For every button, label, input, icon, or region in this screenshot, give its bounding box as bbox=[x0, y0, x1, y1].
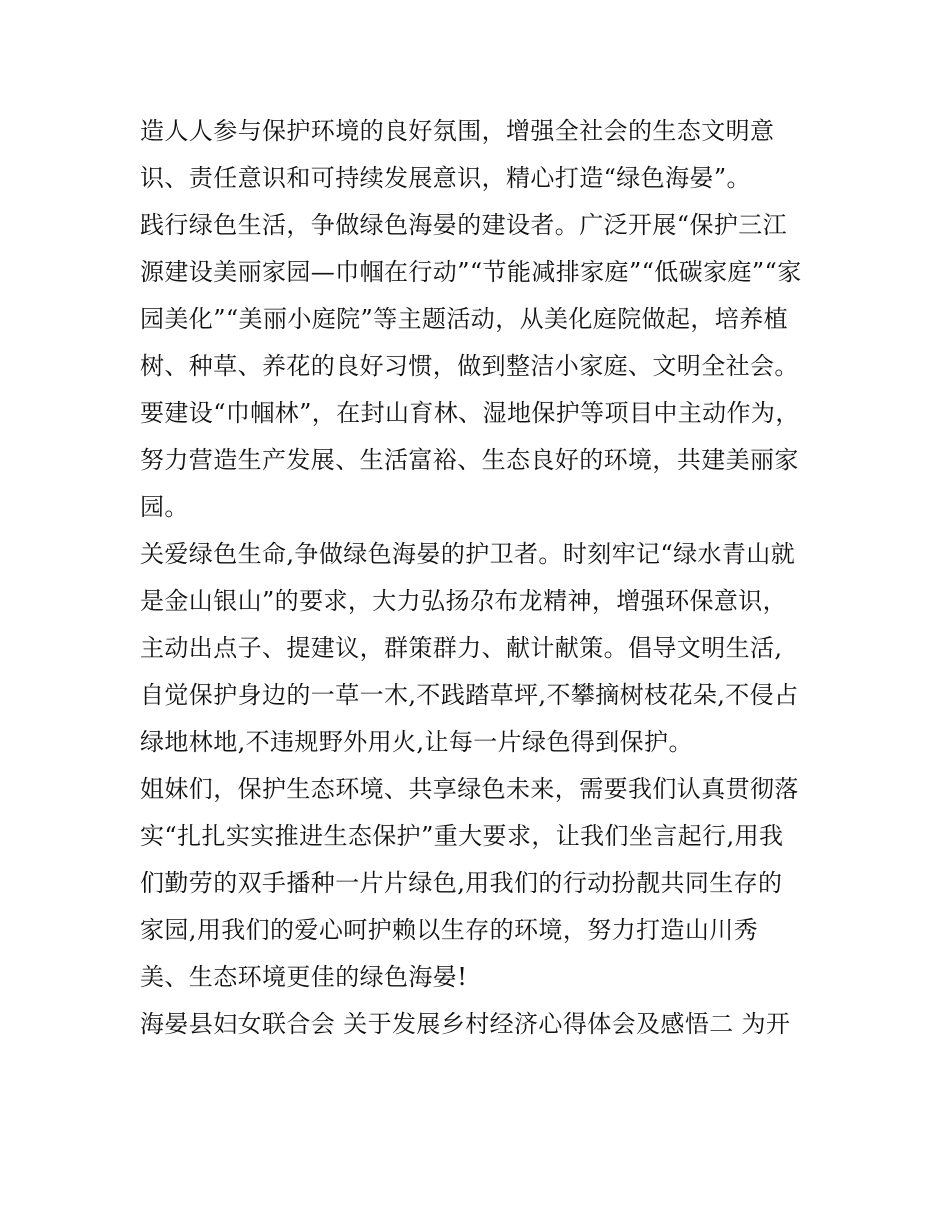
text-line: 海晏县妇女联合会 关于发展乡村经济心得体会及感悟二 为开 bbox=[140, 1010, 791, 1038]
text-line: 园。 bbox=[140, 493, 189, 521]
text-line: 源建设美丽家园—巾帼在行动”“节能减排家庭”“低碳家庭”“家 bbox=[140, 258, 802, 286]
text-line: 造人人参与保护环境的良好氛围，增强全社会的生态文明意 bbox=[140, 117, 775, 145]
text-line: 们勤劳的双手播种一片片绿色,用我们的行动扮靓共同生存的 bbox=[140, 869, 783, 897]
text-line: 美、生态环境更佳的绿色海晏! bbox=[140, 963, 468, 991]
text-line: 关爱绿色生命,争做绿色海晏的护卫者。时刻牢记“绿水青山就 bbox=[140, 540, 796, 568]
text-line: 识、责任意识和可持续发展意识，精心打造“绿色海晏”。 bbox=[140, 164, 751, 192]
text-line: 绿地林地,不违规野外用火,让每一片绿色得到保护。 bbox=[140, 728, 693, 756]
text-line: 树、种草、养花的良好习惯，做到整洁小家庭、文明全社会。 bbox=[140, 352, 799, 380]
text-line: 园美化”“美丽小庭院”等主题活动，从美化庭院做起，培养植 bbox=[140, 305, 789, 333]
text-line: 努力营造生产发展、生活富裕、生态良好的环境，共建美丽家 bbox=[140, 446, 799, 474]
body-text bbox=[140, 108, 830, 1048]
text-line: 践行绿色生活，争做绿色海晏的建设者。广泛开展“保护三江 bbox=[140, 211, 788, 239]
text-line: 主动出点子、提建议，群策群力、献计献策。倡导文明生活, bbox=[140, 634, 783, 662]
text-line: 是金山银山”的要求，大力弘扬尕布龙精神，增强环保意识， bbox=[140, 587, 788, 615]
text-line: 实“扎扎实实推进生态保护”重大要求，让我们坐言起行,用我 bbox=[140, 822, 784, 850]
text-line: 姐妹们，保护生态环境、共享绿色未来，需要我们认真贯彻落 bbox=[140, 775, 799, 803]
text-line: 家园,用我们的爱心呵护赖以生存的环境，努力打造山川秀 bbox=[140, 916, 759, 944]
text-line: 要建设“巾帼林”，在封山育林、湿地保护等项目中主动作为， bbox=[140, 399, 800, 427]
text-line: 自觉保护身边的一草一木,不践踏草坪,不攀摘树枝花朵,不侵占 bbox=[140, 681, 799, 709]
